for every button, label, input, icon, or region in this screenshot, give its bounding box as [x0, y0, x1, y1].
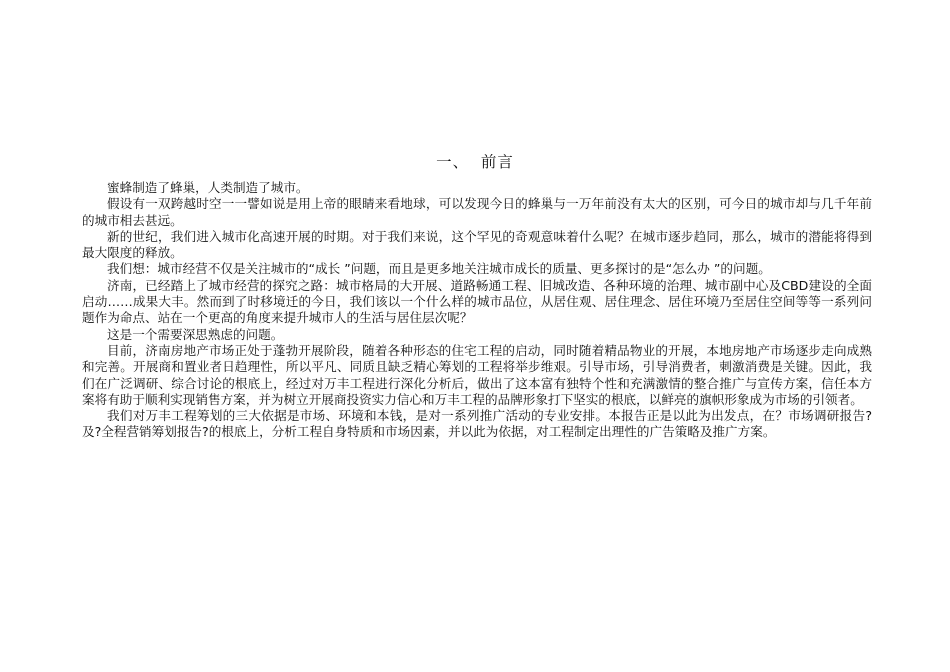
section-heading: 一、 前言 [436, 153, 514, 171]
paragraph-5: 济南，已经踏上了城市经营的探究之路：城市格局的大开展、道路畅通工程、旧城改造、各种环境的治理、城市副中心及CBD建设的全面启动……成果大丰。然而到了时移境迁的今日，我们该以一个什么样的城市品位，从居住观、居住理念、居住环境乃至居住空间等等一系列问题作为命点、站在一个更高的角度来提升城市人的生活与居住层次呢？ [82, 277, 872, 326]
paragraph-6: 这是一个需要深思熟虑的问题。 [107, 326, 284, 342]
paragraph-4: 我们想：城市经营不仅是关注城市的“成长 ”问题，而且是更多地关注城市成长的质量、更多探讨的是“怎么办 ”的问题。 [107, 261, 771, 277]
body-text [82, 180, 872, 441]
paragraph-3: 新的世纪，我们进入城市化高速开展的时期。对于我们来说，这个罕见的奇观意味着什么呢？在城市逐步趋同，那么，城市的潜能将得到最大限度的释放。 [82, 228, 872, 261]
paragraph-1: 蜜蜂制造了蜂巢，人类制造了城市。 [107, 180, 309, 195]
paragraph-8: 我们对万丰工程筹划的三大依据是市场、环境和本钱，是对一系列推广活动的专业安排。本报告正是以此为出发点，在？市场调研报告?及?全程营销筹划报告?的根底上，分析工程自身特质和市场因素，并以此为依据，对工程制定出理性的广告策略及推广方案。 [82, 408, 872, 440]
paragraph-2: 假设有一双跨越时空一一譬如说是用上帝的眼睛来看地球，可以发现今日的蜂巢与一万年前没有太大的区别，可今日的城市却与几千年前的城市相去甚远。 [82, 196, 872, 228]
paragraph-7: 目前，济南房地产市场正处于蓬勃开展阶段，随着各种形态的住宅工程的启动，同时随着精品物业的开展，本地房地产市场逐步走向成熟和完善。开展商和置业者日趋理性，所以平凡、同质且缺乏精心筹划的工程将举步维艰。引导市场，引导消费者，刺激消费是关键。因此，我们在广泛调研、综合讨论的根底上，经过对万丰工程进行深化分析后，做出了这本富有独特个性和充满激情的整合推广与宣传方案，信任本方案将有助于顺利实现销售方案，并为树立开展商投资实力信心和万丰工程的品牌形象打下坚实的根底，以鲜亮的旗帜形象成为市场的引领者。 [82, 342, 872, 407]
